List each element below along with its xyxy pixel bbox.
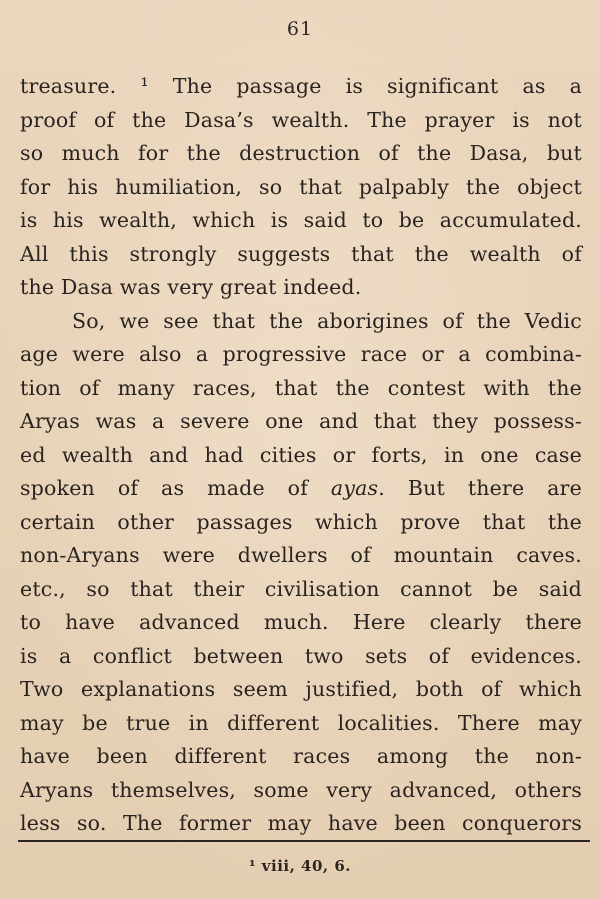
footnote-divider xyxy=(18,840,590,842)
text-line: tion of many races, that the contest with the xyxy=(20,375,582,400)
text-line: Two explanations seem justified, both of which xyxy=(20,677,582,701)
page-number: 61 xyxy=(286,18,314,40)
text-line: for his humiliation, so that palpably the object xyxy=(20,174,582,199)
text-line: is a conflict between two sets of evidences. xyxy=(20,643,582,668)
text-line: Aryas was a severe one and that they possess- xyxy=(20,409,582,433)
text-line: have been different races among the non- xyxy=(20,744,582,768)
footnote: ¹ viii, 40, 6. xyxy=(248,857,352,875)
text-line: ed wealth and had cities or forts, in one case xyxy=(20,442,582,467)
text-line: treasure. ¹ The passage is significant as a xyxy=(20,74,582,98)
text-line: etc., so that their civilisation cannot be said xyxy=(20,576,582,601)
text-line: non-Aryans were dwellers of mountain caves. xyxy=(20,543,582,567)
text-line: Aryans themselves, some very advanced, others xyxy=(20,777,582,802)
text-line: the Dasa was very great indeed. xyxy=(20,275,362,299)
text-line: to have advanced much. Here clearly there xyxy=(20,610,582,634)
text-line: All this strongly suggests that the wealth of xyxy=(20,241,582,266)
text-line: less so. The former may have been conquerors xyxy=(20,811,582,835)
text-line: may be true in different localities. There may xyxy=(20,710,582,735)
text-line: proof of the Dasa’s wealth. The prayer is not xyxy=(20,107,582,132)
text-line: So, we see that the aborigines of the Vedic xyxy=(72,308,582,333)
text-line: spoken of as made of ayas. But there are xyxy=(20,476,582,500)
body-text xyxy=(20,70,582,841)
text-line: certain other passages which prove that the xyxy=(20,509,582,534)
text-line: age were also a progressive race or a combina- xyxy=(20,342,582,366)
italic-term: ayas xyxy=(330,476,379,500)
text-line: so much for the destruction of the Dasa, but xyxy=(20,141,582,165)
text-line: is his wealth, which is said to be accumulated. xyxy=(20,208,582,232)
